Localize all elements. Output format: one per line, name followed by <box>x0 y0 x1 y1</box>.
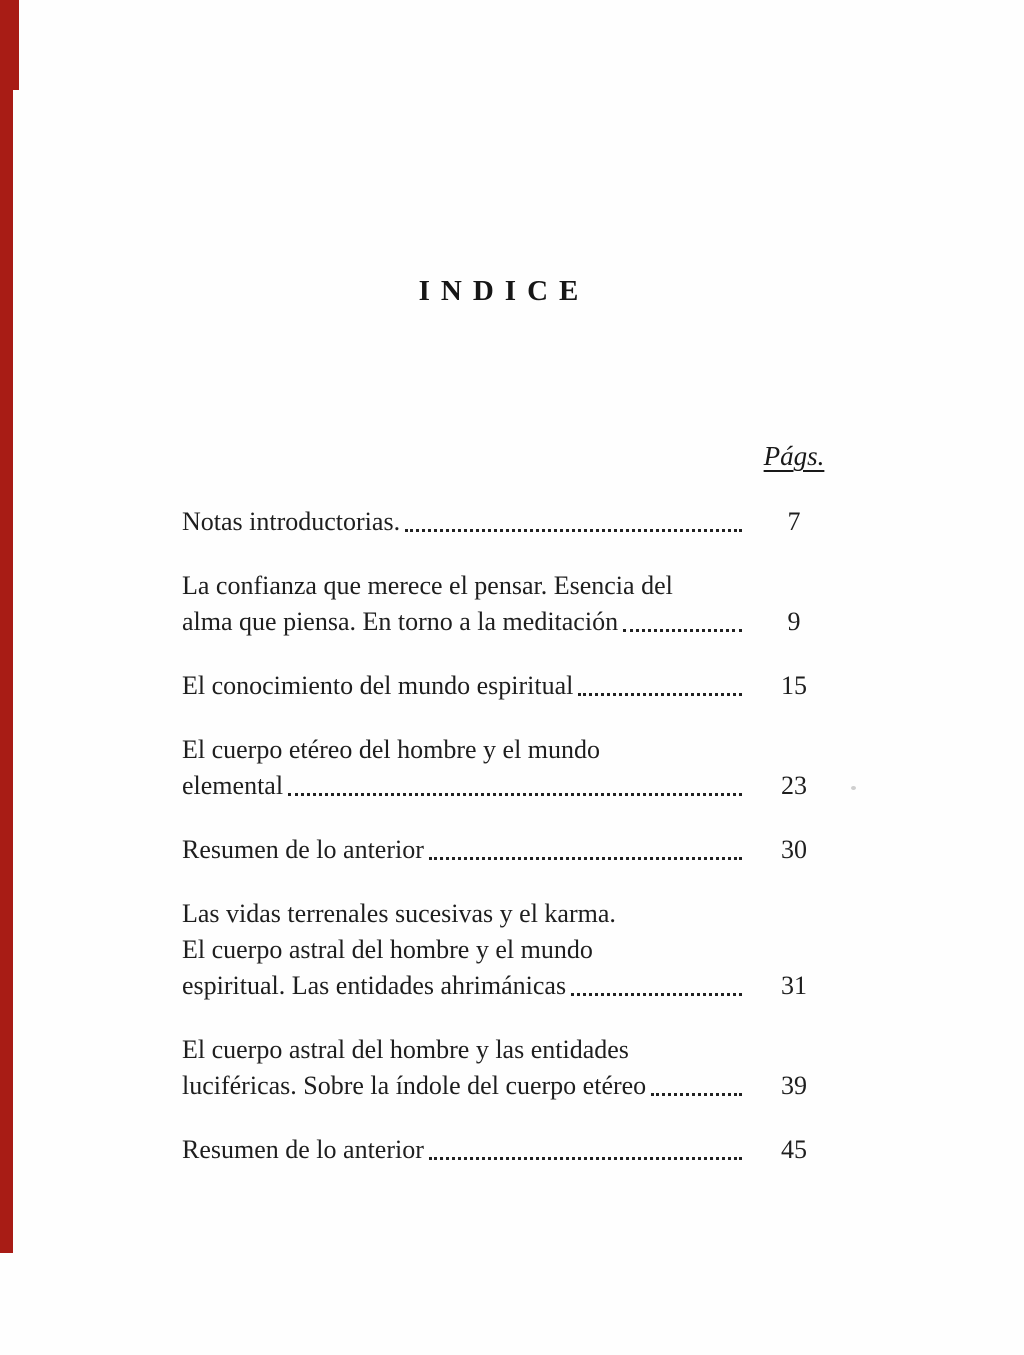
toc-entry <box>182 568 826 640</box>
dot-leader <box>651 1093 742 1096</box>
page-number: 9 <box>787 607 801 636</box>
toc-entry-lastline <box>182 832 826 868</box>
page-number: 31 <box>781 971 807 1000</box>
dot-leader <box>571 993 742 996</box>
page-number: 39 <box>781 1071 807 1100</box>
toc-entry <box>182 504 826 540</box>
toc-entry-line: Resumen de lo anterior <box>182 1135 424 1164</box>
toc-entry-lastline <box>182 768 826 804</box>
toc-entry-line: El cuerpo astral del hombre y el mundo <box>182 935 593 964</box>
index-page-content <box>182 0 826 1196</box>
dot-leader <box>405 529 742 532</box>
toc-entry <box>182 896 826 1004</box>
toc-entry-line: espiritual. Las entidades ahrimánicas <box>182 971 567 1000</box>
toc-entry-lastline <box>182 668 826 704</box>
toc-entry <box>182 832 826 868</box>
pages-column-header: Págs. <box>763 441 825 471</box>
page-number: 45 <box>781 1135 807 1164</box>
page-number: 7 <box>787 507 801 536</box>
toc-entry-line: elemental <box>182 771 284 800</box>
toc-entry-line: El conocimiento del mundo espiritual <box>182 671 574 700</box>
page-title: INDICE <box>418 275 590 307</box>
toc-entry-line: Notas introductorias. <box>182 507 401 536</box>
page-number: 30 <box>781 835 807 864</box>
dot-leader <box>288 793 742 796</box>
book-spine-edge <box>0 0 13 1253</box>
toc-entry-line: El cuerpo etéreo del hombre y el mundo <box>182 735 601 764</box>
toc-entry <box>182 732 826 804</box>
toc-entry-line: luciféricas. Sobre la índole del cuerpo etéreo <box>182 1071 647 1100</box>
toc-entry-line: Las vidas terrenales sucesivas y el karma. <box>182 899 616 928</box>
toc-entry-lastline <box>182 604 826 640</box>
page-number: 15 <box>781 671 807 700</box>
toc-entry <box>182 1132 826 1168</box>
toc-entry <box>182 668 826 704</box>
column-header-row <box>182 438 826 474</box>
toc-entry-line: Resumen de lo anterior <box>182 835 424 864</box>
table-of-contents <box>182 504 826 1168</box>
page-number: 23 <box>781 771 807 800</box>
toc-entry-lastline <box>182 968 826 1004</box>
dot-leader <box>578 693 742 696</box>
dot-leader <box>429 857 742 860</box>
book-spine-edge-top <box>0 0 19 90</box>
toc-entry-line: El cuerpo astral del hombre y las entidades <box>182 1035 629 1064</box>
toc-entry <box>182 1032 826 1104</box>
toc-entry-line: alma que piensa. En torno a la meditación <box>182 607 619 636</box>
dot-leader <box>623 629 742 632</box>
column-header-spacer <box>182 438 762 474</box>
toc-entry-lastline <box>182 1132 826 1168</box>
toc-entry-lastline <box>182 1068 826 1104</box>
scan-speck <box>851 786 856 790</box>
toc-entry-line: La confianza que merece el pensar. Esencia del <box>182 571 673 600</box>
toc-entry-lastline <box>182 504 826 540</box>
dot-leader <box>429 1157 742 1160</box>
